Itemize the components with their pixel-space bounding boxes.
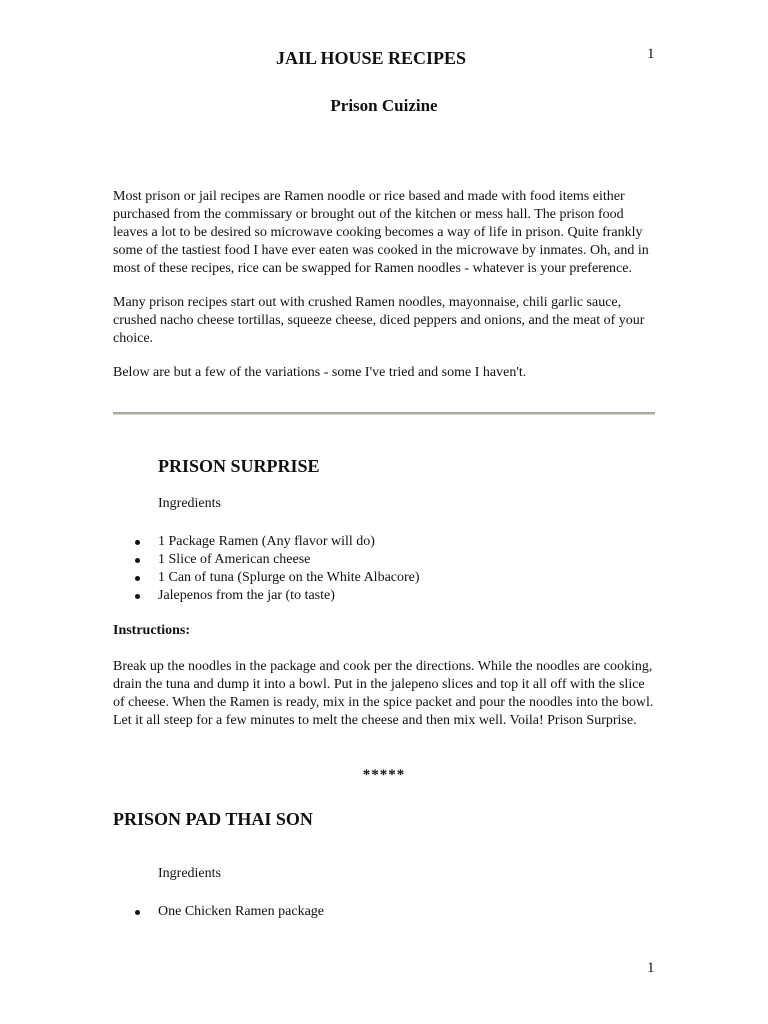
intro-paragraph: Most prison or jail recipes are Ramen noodle or rice based and made with food items either purchased from the commissary or brought out of the kitchen or mess hall. The prison food leaves a lot to be desired so microwave cooking becomes a way of life in prison. Quite frankly some of the tastiest food I have ever eaten was cooked in the microwave by inmates. Oh, and in most of these recipes, rice can be swapped for Ramen noodles - whatever is your preference. — [113, 189, 649, 276]
ingredient-item: Jalepenos from the jar (to taste) — [134, 587, 420, 605]
page-number-top: 1 — [647, 46, 655, 62]
ingredients-label: Ingredients — [158, 866, 221, 881]
instructions-label: Instructions: — [113, 623, 191, 638]
page-number-bottom: 1 — [647, 960, 655, 976]
document-title: JAIL HOUSE RECIPES — [275, 48, 467, 68]
intro-paragraph: Below are but a few of the variations - some I've tried and some I haven't. — [113, 365, 527, 380]
instructions-text: Break up the noodles in the package and cook per the directions. While the noodles are cooking, drain the tuna and dump it into a bowl. Put in the jalepeno slices and top it all off with the slice of cheese. When the Ramen is ready, mix in the spice packet and pour the noodles into the bowl. Let it all steep for a few minutes to melt the cheese and then mix well. Voila! Prison Surprise. — [113, 659, 654, 728]
recipe-title: PRISON PAD THAI SON — [113, 809, 313, 829]
intro-paragraph: Many prison recipes start out with crushed Ramen noodles, mayonnaise, chili garlic sauce, crushed nacho cheese tortillas, squeeze cheese, diced peppers and onions, and the meat of your choice. — [113, 295, 645, 346]
ingredient-item: 1 Slice of American cheese — [134, 551, 420, 569]
horizontal-divider — [113, 412, 655, 415]
intro-section — [113, 188, 658, 398]
recipe-title: PRISON SURPRISE — [158, 456, 320, 476]
document-subtitle: Prison Cuizine — [330, 96, 438, 115]
ingredients-list — [134, 903, 324, 921]
section-separator: ***** — [362, 767, 406, 783]
ingredient-item: 1 Package Ramen (Any flavor will do) — [134, 533, 420, 551]
ingredient-item: 1 Can of tuna (Splurge on the White Albacore) — [134, 569, 420, 587]
ingredients-label: Ingredients — [158, 496, 221, 511]
ingredient-item: One Chicken Ramen package — [134, 903, 324, 921]
ingredients-list — [134, 533, 420, 605]
